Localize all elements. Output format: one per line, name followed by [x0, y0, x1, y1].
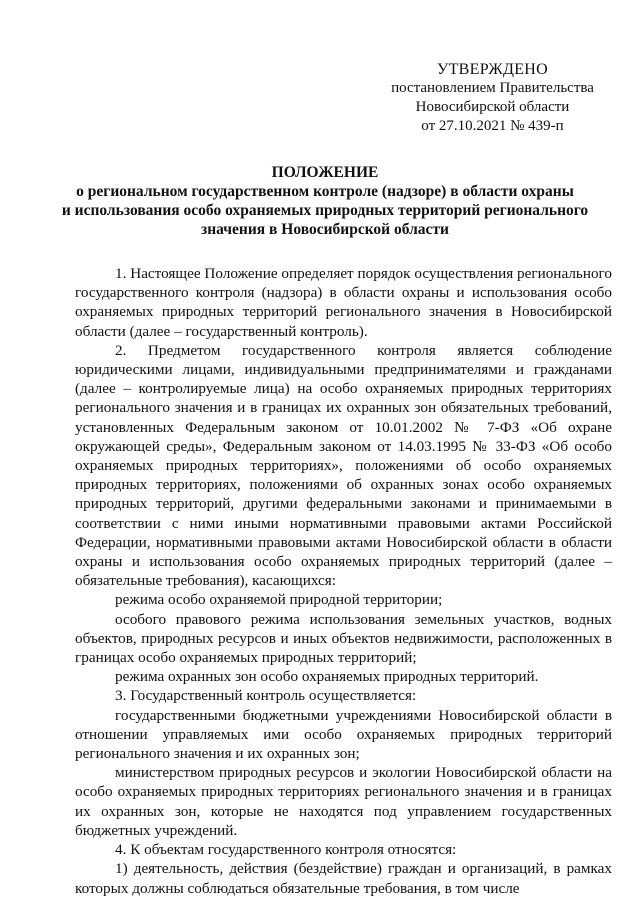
paragraph-2: 2. Предметом государственного контроля является соблюдение юридическими лицами, индивидуальными предпринимателями и гражданами (далее – контролируемые лица) на особо охраняемых природных территориях регионального значения и в границах их охранных зон обязательных требований, установленных Федеральным законом от 10.01.2002 № 7-ФЗ «Об охране окружающей среды», Федеральным законом от 14.03.1995 № 33-ФЗ «Об особо охраняемых природных территориях», положениями об особо охраняемых природных территориях, положениями об охранных зонах особо охраняемых природных территорий, другими федеральными законами и принимаемыми в соответствии с ними иными нормативными правовыми актами Российской Федерации, нормативными правовыми актами Новосибирской области в области охраны и использования особо охраняемых природных территорий (далее – обязательные требования), касающихся:: [75, 341, 612, 590]
paragraph-6: 3. Государственный контроль осуществляется:: [115, 687, 417, 705]
approval-line-1: постановлением Правительства: [391, 80, 594, 96]
paragraph-5: режима охранных зон особо охраняемых природных территорий.: [115, 668, 539, 686]
document-title-block: [60, 163, 590, 239]
document-subtitle-line-2: и использования особо охраняемых природных территорий регионального: [61, 202, 589, 219]
paragraph-1: 1. Настоящее Положение определяет порядок осуществления регионального государственного контроля (надзора) в области охраны и использования особо охраняемых природных территорий регионального значения в Новосибирской области (далее – государственный контроль).: [75, 265, 612, 340]
document-title: ПОЛОЖЕНИЕ: [271, 164, 379, 181]
document-subtitle-line-1: о региональном государственном контроле (надзоре) в области охраны: [76, 183, 574, 200]
approval-block: [360, 60, 625, 136]
paragraph-3: режима особо охраняемой природной территории;: [115, 591, 443, 609]
document-subtitle-line-3: значения в Новосибирской области: [201, 221, 449, 238]
paragraph-8: министерством природных ресурсов и экологии Новосибирской области на особо охраняемых природных территориях регионального значения и в границах их охранных зон, которые не находятся под управлением государственных бюджетных учреждений.: [75, 764, 612, 839]
paragraph-7: государственными бюджетными учреждениями Новосибирской области в отношении управляемых ими особо охраняемых природных территорий регионального значения и их охранных зон;: [75, 706, 612, 763]
paragraph-9: 4. К объектам государственного контроля относятся:: [115, 841, 457, 859]
approval-line-2: Новосибирской области: [415, 99, 570, 115]
approved-heading: УТВЕРЖДЕНО: [436, 61, 548, 78]
approval-line-3: от 27.10.2021 № 439-п: [421, 118, 564, 134]
paragraph-10: 1) деятельность, действия (бездействие) граждан и организаций, в рамках которых должны соблюдаться обязательные требования, в том числе: [75, 860, 612, 897]
paragraph-4: особого правового режима использования земельных участков, водных объектов, природных ресурсов и иных объектов недвижимости, расположенных в границах особо охраняемых природных территорий;: [75, 610, 612, 667]
document-body: [75, 264, 612, 898]
